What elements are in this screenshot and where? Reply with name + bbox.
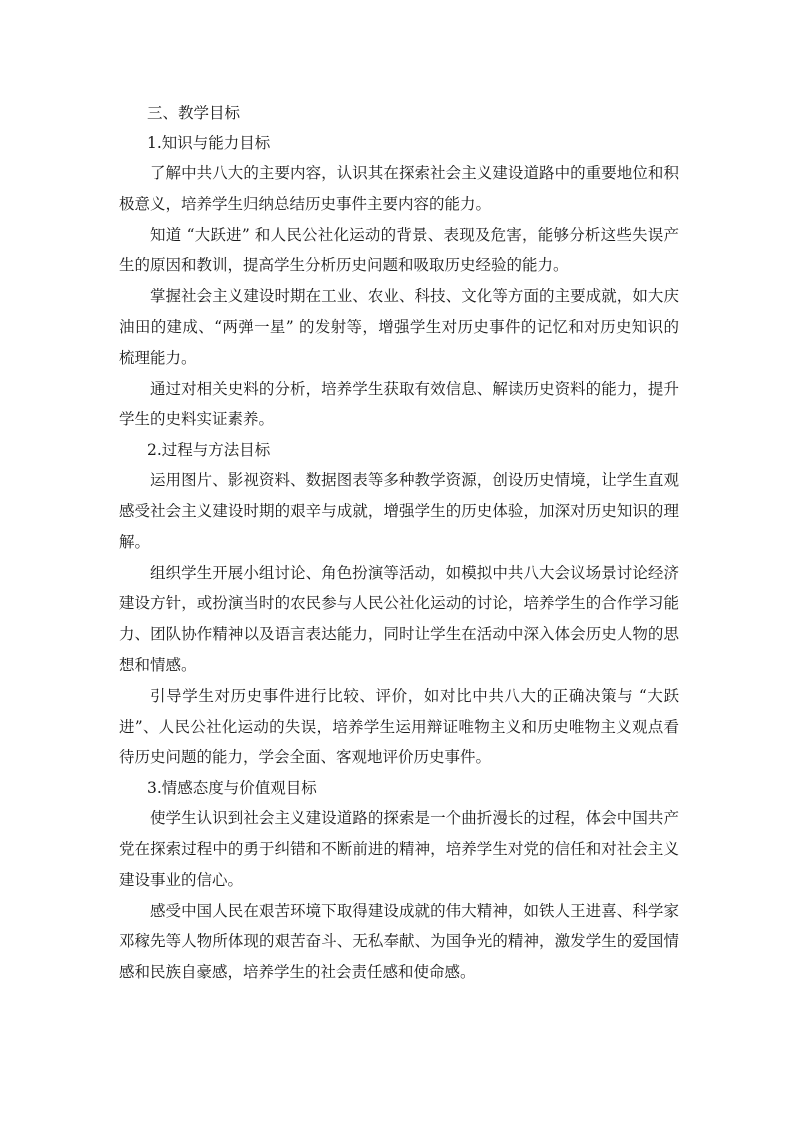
subsection-heading-values: 3.情感态度与价值观目标: [147, 779, 317, 798]
paragraph: 运用图片、影视资料、数据图表等多种教学资源，创设历史情境，让学生直观感受社会主义建设时期的艰辛与成就，增强学生的历史体验，加深对历史知识的理解。: [119, 471, 679, 551]
paragraph: 组织学生开展小组讨论、角色扮演等活动，如模拟中共八大会议场景讨论经济建设方针，或扮演当时的农民参与人民公社化运动的讨论，培养学生的合作学习能力、团队协作精神以及语言表达能力，同时让学生在活动中深入体会历史人物的思想和情感。: [119, 563, 679, 674]
paragraph: 知道 “大跃进” 和人民公社化运动的背景、表现及危害，能够分析这些失误产生的原因和教训，提高学生分析历史问题和吸取历史经验的能力。: [119, 225, 679, 275]
document-page: [119, 98, 679, 988]
section-title: 三、教学目标: [147, 104, 241, 122]
paragraph: 掌握社会主义建设时期在工业、农业、科技、文化等方面的主要成就，如大庆油田的建成、“两弹一星” 的发射等，增强学生对历史事件的记忆和对历史知识的梳理能力。: [119, 287, 679, 367]
subsection-heading-knowledge: 1.知识与能力目标: [147, 134, 271, 152]
paragraph: 使学生认识到社会主义建设道路的探索是一个曲折漫长的过程，体会中国共产党在探索过程中的勇于纠错和不断前进的精神，培养学生对党的信任和对社会主义建设事业的信心。: [119, 809, 679, 889]
paragraph: 引导学生对历史事件进行比较、评价，如对比中共八大的正确决策与 “大跃进”、人民公社化运动的失误，培养学生运用辩证唯物主义和历史唯物主义观点看待历史问题的能力，学会全面、客观地评价历史事件。: [119, 686, 679, 767]
subsection-heading-process: 2.过程与方法目标: [147, 441, 271, 460]
paragraph: 通过对相关史料的分析，培养学生获取有效信息、解读历史资料的能力，提升学生的史料实证素养。: [119, 379, 679, 429]
paragraph: 感受中国人民在艰苦环境下取得建设成就的伟大精神，如铁人王进喜、科学家邓稼先等人物所体现的艰苦奋斗、无私奉献、为国争光的精神，激发学生的爱国情感和民族自豪感，培养学生的社会责任感和使命感。: [119, 901, 679, 982]
paragraph: 了解中共八大的主要内容，认识其在探索社会主义建设道路中的重要地位和积极意义，培养学生归纳总结历史事件主要内容的能力。: [119, 164, 679, 213]
